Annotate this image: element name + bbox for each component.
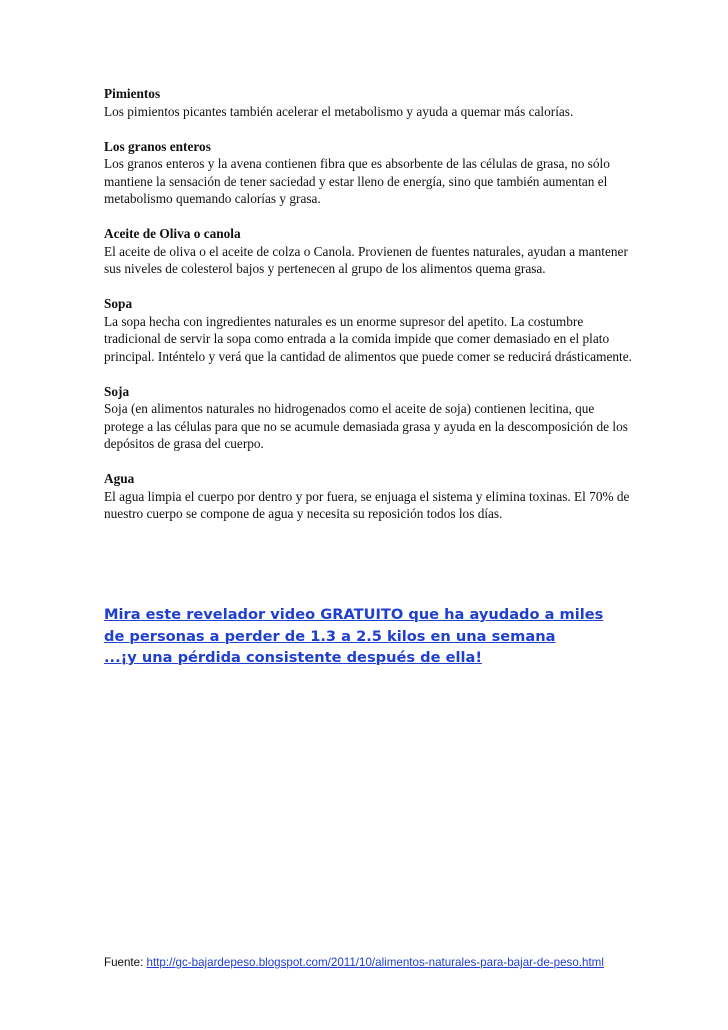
section-title: Agua: [104, 471, 135, 486]
section-sopa: [104, 295, 632, 365]
section-pimientos: [104, 85, 632, 120]
section-text: Soja (en alimentos naturales no hidrogenados como el aceite de soja) contienen lecitina, que protege a las células para que no se acumule demasiada grasa y ayuda en la descomposición de los depósitos de grasa del cuerpo.: [104, 401, 628, 451]
section-text: El agua limpia el cuerpo por dentro y por fuera, se enjuaga el sistema y elimina toxinas. El 70% de nuestro cuerpo se compone de agua y necesita su reposición todos los días.: [104, 488, 630, 521]
section-title: Sopa: [104, 296, 133, 311]
section-text: Los granos enteros y la avena contienen fibra que es absorbente de las células de grasa, no sólo mantiene la sensación de tener saciedad y estar lleno de energía, sino que también aumentan el metabolismo quemando calorías y grasa.: [104, 156, 610, 206]
promo-link-line[interactable]: Mira este revelador video GRATUITO que ha ayudado a miles: [104, 606, 604, 623]
section-aceite: [104, 225, 632, 278]
section-text: La sopa hecha con ingredientes naturales es un enorme supresor del apetito. La costumbre tradicional de servir la sopa como entrada a la comida impide que comer demasiado en el plato principal. Inténtelo y verá que la cantidad de alimentos que puede comer se reducirá drásticamente.: [104, 313, 632, 364]
section-title: Aceite de Oliva o canola: [104, 226, 241, 241]
section-title: Los granos enteros: [104, 138, 211, 154]
source-footer: [104, 954, 634, 971]
source-label: Fuente:: [104, 956, 147, 969]
section-text: El aceite de oliva o el aceite de colza o Canola. Provienen de fuentes naturales, ayudan a mantener sus niveles de colesterol bajos y pertenecen al grupo de los alimentos quema grasa.: [104, 243, 628, 276]
section-title: Pimientos: [104, 86, 161, 101]
section-text: Los pimientos picantes también acelerar el metabolismo y ayuda a quemar más calorías.: [104, 103, 574, 119]
promo-link-line[interactable]: ...¡y una pérdida consistente después de ella!: [104, 649, 482, 666]
promo-video-link[interactable]: [104, 604, 664, 669]
section-agua: [104, 470, 632, 523]
section-soja: [104, 383, 632, 453]
source-url-link[interactable]: http://gc-bajardepeso.blogspot.com/2011/10/alimentos-naturales-para-bajar-de-peso.html: [146, 956, 604, 969]
section-title: Soja: [104, 383, 130, 399]
section-granos-enteros: [104, 138, 632, 208]
document-body: [104, 85, 632, 540]
promo-link-line[interactable]: de personas a perder de 1.3 a 2.5 kilos en una semana: [104, 627, 556, 645]
